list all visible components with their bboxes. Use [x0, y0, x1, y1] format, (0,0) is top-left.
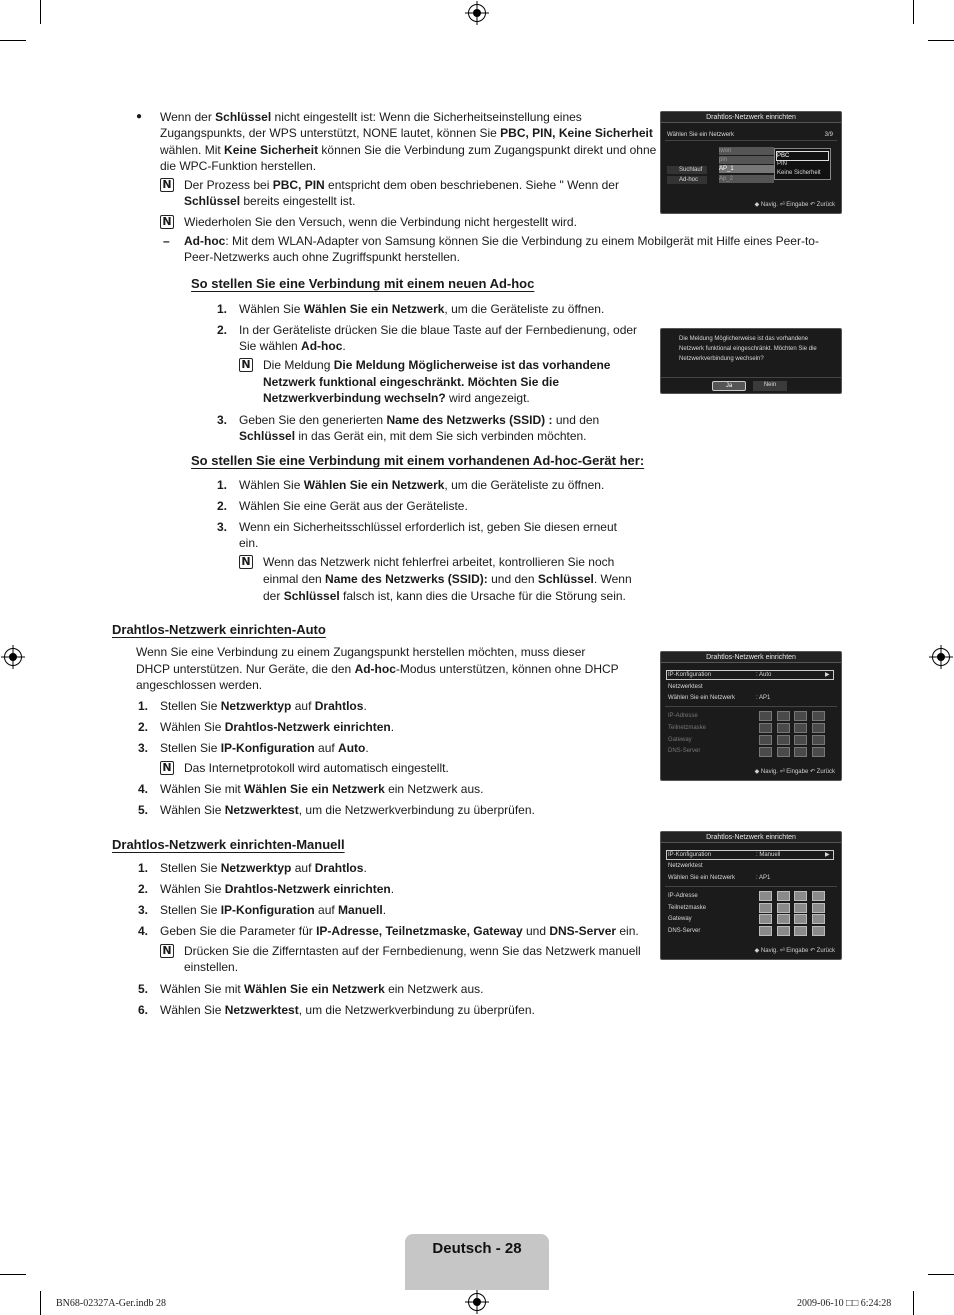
- field-label: Gateway: [668, 737, 692, 743]
- adhoc-button[interactable]: Ad-hoc: [667, 176, 707, 184]
- field-label: Gateway: [668, 916, 692, 922]
- arrow-right-icon: ▶: [825, 852, 830, 858]
- dash-icon: –: [163, 234, 170, 248]
- popup-option-selected[interactable]: PBC: [776, 151, 829, 161]
- ip-octet-box: [777, 735, 790, 745]
- network-item[interactable]: iwon: [719, 147, 774, 155]
- tv-screen-network-list: [660, 111, 842, 214]
- crop-mark: [928, 40, 954, 41]
- note-text: Der Prozess bei PBC, PIN entspricht dem oben beschriebenen. Siehe " Wenn der: [184, 178, 619, 192]
- ip-octet-input[interactable]: [794, 926, 807, 936]
- ip-octet-box: [812, 735, 825, 745]
- crop-mark: [913, 1291, 914, 1315]
- bullet-line: Wenn der Schlüssel nicht eingestellt ist: Wenn die Sicherheitseinstellung eines: [160, 110, 582, 124]
- step-number: 2.: [138, 882, 149, 896]
- ip-octet-input[interactable]: [812, 926, 825, 936]
- step-text: Stellen Sie IP-Konfiguration auf Manuell.: [160, 903, 387, 917]
- note-text: Wenn das Netzwerk nicht fehlerfrei arbeitet, kontrollieren Sie noch: [263, 555, 615, 569]
- ip-octet-box: [777, 747, 790, 757]
- note-text: der Schlüssel falsch ist, kann dies die Ursache für die Störung sein.: [263, 589, 626, 603]
- step-text: Wählen Sie Drahtlos-Netzwerk einrichten.: [160, 882, 395, 896]
- note-text: einmal den Name des Netzwerks (SSID): und den Schlüssel. Wenn: [263, 572, 632, 586]
- select-network-row[interactable]: Wählen Sie ein Netzwerk: [668, 695, 736, 701]
- footer-timestamp: 2009-06-10 □□ 6:24:28: [797, 1298, 892, 1309]
- crop-mark: [928, 1274, 954, 1275]
- note-text: Das Internetprotokoll wird automatisch eingestellt.: [184, 761, 449, 775]
- field-label: DNS-Server: [668, 748, 701, 754]
- network-item[interactable]: pin: [719, 156, 774, 164]
- step-number: 4.: [138, 924, 149, 938]
- ip-octet-box: [759, 711, 772, 721]
- page-number: Deutsch - 28: [432, 1240, 522, 1257]
- step-number: 3.: [138, 741, 149, 755]
- ip-octet-input[interactable]: [812, 914, 825, 924]
- note-text: Netzwerkverbindung wechseln? wird angezeigt.: [263, 391, 530, 405]
- row-value: : Manuell: [756, 852, 781, 858]
- arrow-right-icon: ▶: [825, 672, 830, 678]
- note-text: Die Meldung Die Meldung Möglicherweise ist das vorhandene: [263, 358, 611, 372]
- step-text: Sie wählen Ad-hoc.: [239, 339, 346, 353]
- screen-footer: ◆ Navig. ⏎ Eingabe ↶ Zurück: [754, 202, 835, 208]
- section-heading: So stellen Sie eine Verbindung mit einem neuen Ad-hoc: [191, 276, 535, 291]
- ip-octet-input[interactable]: [777, 903, 790, 913]
- dialog-text: Netzwerk funktional eingeschränkt. Möchten Sie die: [679, 346, 817, 352]
- screen-label: Wählen Sie ein Netzwerk: [667, 132, 735, 138]
- field-label: IP-Adresse: [668, 713, 698, 719]
- row-value: : AP1: [756, 875, 771, 881]
- screen-footer: ◆ Navig. ⏎ Eingabe ↶ Zurück: [754, 769, 835, 775]
- crop-mark: [0, 1274, 26, 1275]
- step-text: Schlüssel in das Gerät ein, mit dem Sie sich verbinden möchten.: [239, 429, 587, 443]
- screen-title: Drahtlos-Netzwerk einrichten: [661, 112, 841, 123]
- screen-divider: [665, 140, 837, 141]
- popup-option[interactable]: PIN: [777, 161, 788, 167]
- screen-footer: ◆ Navig. ⏎ Eingabe ↶ Zurück: [754, 948, 835, 954]
- registration-mark-icon: [468, 4, 486, 22]
- step-number: 2.: [217, 323, 228, 337]
- ip-octet-box: [759, 747, 772, 757]
- step-text: Stellen Sie Netzwerktyp auf Drahtlos.: [160, 699, 367, 713]
- step-number: 1.: [217, 302, 228, 316]
- tv-screen-auto-config: [660, 651, 842, 781]
- crop-mark: [0, 40, 26, 41]
- network-item[interactable]: Ap_2: [719, 175, 774, 183]
- adhoc-text: Peer-Netzwerks auch ohne Zugriffspunkt herstellen.: [184, 250, 460, 264]
- step-number: 3.: [217, 520, 228, 534]
- step-number: 4.: [138, 782, 149, 796]
- note-text: Netzwerk funktional eingeschränkt. Möchten Sie die: [263, 375, 560, 389]
- ip-octet-input[interactable]: [759, 903, 772, 913]
- network-test-row[interactable]: Netzwerktest: [668, 863, 703, 869]
- step-text: Stellen Sie Netzwerktyp auf Drahtlos.: [160, 861, 367, 875]
- step-number: 5.: [138, 982, 149, 996]
- step-number: 2.: [138, 720, 149, 734]
- step-text: Wählen Sie Wählen Sie ein Netzwerk, um die Geräteliste zu öffnen.: [239, 478, 605, 492]
- step-text: Wählen Sie Netzwerktest, um die Netzwerkverbindung zu überprüfen.: [160, 803, 535, 817]
- note-icon: N: [160, 215, 174, 229]
- step-text: Wählen Sie mit Wählen Sie ein Netzwerk ein Netzwerk aus.: [160, 982, 484, 996]
- ip-octet-box: [812, 711, 825, 721]
- field-label: Teilnetzmaske: [668, 905, 707, 911]
- ip-octet-input[interactable]: [794, 891, 807, 901]
- yes-button[interactable]: Ja: [712, 381, 746, 391]
- intro-text: angeschlossen werden.: [136, 678, 263, 692]
- step-number: 2.: [217, 499, 228, 513]
- ip-octet-input[interactable]: [777, 914, 790, 924]
- ip-octet-box: [794, 735, 807, 745]
- step-text: Wählen Sie Netzwerktest, um die Netzwerkverbindung zu überprüfen.: [160, 1003, 535, 1017]
- note-text: Drücken Sie die Zifferntasten auf der Fernbedienung, wenn Sie das Netzwerk manuell: [184, 944, 641, 958]
- step-number: 5.: [138, 803, 149, 817]
- footer-file-info: BN68-02327A-Ger.indb 28: [56, 1298, 166, 1309]
- note-text: einstellen.: [184, 960, 239, 974]
- ip-octet-box: [759, 723, 772, 733]
- crop-mark: [913, 0, 914, 24]
- registration-mark-icon: [4, 648, 22, 666]
- step-text: Wählen Sie mit Wählen Sie ein Netzwerk ein Netzwerk aus.: [160, 782, 484, 796]
- step-text: Wenn ein Sicherheitsschlüssel erforderlich ist, geben Sie diesen erneut: [239, 520, 617, 534]
- bullet-line: wählen. Mit Keine Sicherheit können Sie die Verbindung zum Zugangspunkt direkt und ohne: [160, 143, 657, 157]
- bullet-icon: ●: [136, 111, 143, 122]
- ip-octet-box: [777, 711, 790, 721]
- field-label: Teilnetzmaske: [668, 725, 707, 731]
- registration-mark-icon: [468, 1293, 486, 1311]
- registration-mark-icon: [932, 648, 950, 666]
- row-value: : AP1: [756, 695, 771, 701]
- ip-octet-box: [794, 747, 807, 757]
- screen-divider: [665, 886, 837, 887]
- crop-mark: [40, 0, 41, 24]
- ip-octet-input[interactable]: [777, 891, 790, 901]
- row-label: IP-Konfiguration: [668, 852, 712, 858]
- bullet-line: die WPC-Funktion herstellen.: [160, 159, 317, 173]
- intro-text: DHCP unterstützen. Nur Geräte, die den Ad-hoc-Modus unterstützen, können ohne DHCP: [136, 662, 619, 676]
- ip-octet-box: [759, 735, 772, 745]
- row-value: : Auto: [756, 672, 772, 678]
- screen-divider: [661, 377, 841, 378]
- popup-option[interactable]: Keine Sicherheit: [777, 170, 821, 176]
- step-number: 3.: [217, 413, 228, 427]
- network-item-selected[interactable]: AP_1: [719, 165, 774, 173]
- note-icon: N: [160, 178, 174, 192]
- ip-octet-box: [777, 723, 790, 733]
- dialog-text: Die Meldung Möglicherweise ist das vorhandene: [679, 336, 809, 342]
- step-number: 1.: [217, 478, 228, 492]
- row-label: IP-Konfiguration: [668, 672, 712, 678]
- search-button[interactable]: Suchlauf: [667, 166, 707, 174]
- section-heading: Drahtlos-Netzwerk einrichten-Auto: [112, 622, 326, 637]
- step-text: Wählen Sie Wählen Sie ein Netzwerk, um die Geräteliste zu öffnen.: [239, 302, 605, 316]
- step-text: Wählen Sie Drahtlos-Netzwerk einrichten.: [160, 720, 395, 734]
- ip-octet-box: [794, 711, 807, 721]
- section-heading: So stellen Sie eine Verbindung mit einem vorhandenen Ad-hoc-Gerät her:: [191, 453, 645, 468]
- network-test-row[interactable]: Netzwerktest: [668, 684, 703, 690]
- bullet-line: Zugangspunkts, der WPS unterstützt, NONE lautet, können Sie PBC, PIN, Keine Sicherheit: [160, 126, 653, 140]
- field-label: IP-Adresse: [668, 893, 698, 899]
- screen-title: Drahtlos-Netzwerk einrichten: [661, 832, 841, 843]
- ip-octet-input[interactable]: [794, 903, 807, 913]
- step-number: 1.: [138, 861, 149, 875]
- section-heading: Drahtlos-Netzwerk einrichten-Manuell: [112, 837, 345, 852]
- tv-screen-manual-config: [660, 831, 842, 960]
- dialog-text: Netzwerkverbindung wechseln?: [679, 356, 764, 362]
- note-text: Schlüssel bereits eingestellt ist.: [184, 194, 356, 208]
- select-network-row[interactable]: Wählen Sie ein Netzwerk: [668, 875, 736, 881]
- ip-octet-box: [812, 747, 825, 757]
- step-number: 3.: [138, 903, 149, 917]
- screen-count: 3/9: [824, 132, 833, 138]
- field-label: DNS-Server: [668, 928, 701, 934]
- screen-title: Drahtlos-Netzwerk einrichten: [661, 652, 841, 663]
- step-text: ein.: [239, 536, 259, 550]
- step-text: Geben Sie die Parameter für IP-Adresse, Teilnetzmaske, Gateway und DNS-Server ein.: [160, 924, 639, 938]
- ip-octet-input[interactable]: [759, 891, 772, 901]
- step-text: Geben Sie den generierten Name des Netzwerks (SSID) : und den: [239, 413, 600, 427]
- ip-octet-input[interactable]: [812, 891, 825, 901]
- ip-octet-input[interactable]: [759, 914, 772, 924]
- ip-octet-box: [812, 723, 825, 733]
- ip-octet-input[interactable]: [812, 903, 825, 913]
- ip-octet-input[interactable]: [777, 926, 790, 936]
- screen-divider: [665, 706, 837, 707]
- tv-screen-dialog: [660, 328, 842, 394]
- intro-text: Wenn Sie eine Verbindung zu einem Zugangspunkt herstellen möchten, muss dieser: [136, 645, 586, 659]
- step-text: Stellen Sie IP-Konfiguration auf Auto.: [160, 741, 369, 755]
- crop-mark: [40, 1291, 41, 1315]
- note-icon: N: [160, 761, 174, 775]
- note-icon: N: [239, 358, 253, 372]
- step-number: 6.: [138, 1003, 149, 1017]
- ip-octet-input[interactable]: [759, 926, 772, 936]
- adhoc-text: Ad-hoc: Mit dem WLAN-Adapter von Samsung können Sie die Verbindung zu einem Mobilgerät mit Hilfe eines Peer-to-: [184, 234, 819, 248]
- step-number: 1.: [138, 699, 149, 713]
- step-text: In der Geräteliste drücken Sie die blaue Taste auf der Fernbedienung, oder: [239, 323, 638, 337]
- no-button[interactable]: Nein: [753, 381, 787, 391]
- step-text: Wählen Sie eine Gerät aus der Geräteliste.: [239, 499, 468, 513]
- note-text: Wiederholen Sie den Versuch, wenn die Verbindung nicht hergestellt wird.: [184, 215, 577, 229]
- ip-octet-box: [794, 723, 807, 733]
- note-icon: N: [239, 555, 253, 569]
- note-icon: N: [160, 944, 174, 958]
- ip-octet-input[interactable]: [794, 914, 807, 924]
